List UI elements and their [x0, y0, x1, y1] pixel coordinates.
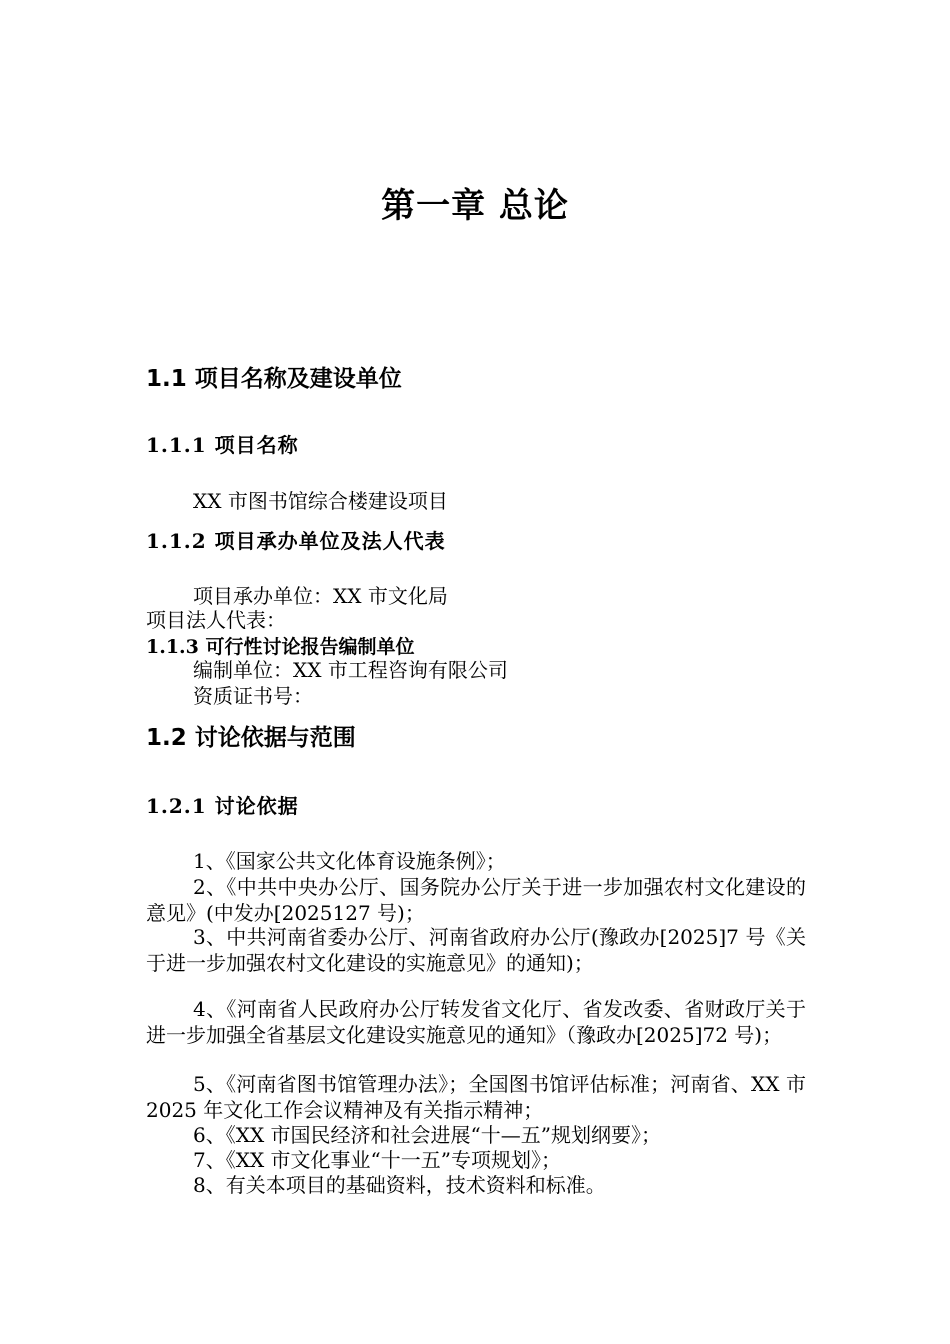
project-name-text: XX 市图书馆综合楼建设项目 — [193, 489, 448, 513]
subsection-heading-1-1-3: 1.1.3 可行性讨论报告编制单位 — [146, 636, 415, 658]
subsection-heading-1-1-2: 1.1.2 项目承办单位及法人代表 — [146, 529, 446, 553]
subsection-heading-1-2-1: 1.2.1 讨论依据 — [146, 794, 299, 818]
section-heading-1-1: 1.1 项目名称及建设单位 — [146, 366, 402, 392]
basis-item: 8、有关本项目的基础资料，技术资料和标准。 — [193, 1173, 606, 1197]
basis-item: 3、中共河南省委办公厅、河南省政府办公厅(豫政办[2025]7 号《关于进一步加强农村文化建设的实施意见》的通知)； — [146, 925, 806, 975]
chapter-title: 第一章 总论 — [381, 186, 569, 226]
basis-item: 2、《中共中央办公厅、国务院办公厅关于进一步加强农村文化建设的意见》(中发办[2025127 号)； — [146, 875, 806, 925]
subsection-heading-1-1-1: 1.1.1 项目名称 — [146, 433, 299, 457]
basis-item: 5、《河南省图书馆管理办法》；全国图书馆评估标准；河南省、XX 市 2025 年文化工作会议精神及有关指示精神； — [146, 1072, 806, 1122]
basis-item: 6、《XX 市国民经济和社会进展“十—五”规划纲要》； — [193, 1123, 662, 1147]
section-heading-1-2: 1.2 讨论依据与范围 — [146, 725, 356, 751]
certificate-number-text: 资质证书号： — [193, 684, 313, 708]
basis-item: 1、《国家公共文化体育设施条例》； — [193, 849, 506, 873]
undertaking-unit-text: 项目承办单位：XX 市文化局 — [193, 584, 448, 608]
compiler-unit-text: 编制单位：XX 市工程咨询有限公司 — [193, 658, 508, 682]
basis-item: 4、《河南省人民政府办公厅转发省文化厅、省发改委、省财政厅关于进一步加强全省基层文化建设实施意见的通知》（豫政办[2025]72 号)； — [146, 997, 806, 1047]
basis-item: 7、《XX 市文化事业“十一五”专项规划》； — [193, 1148, 562, 1172]
legal-representative-text: 项目法人代表： — [146, 608, 286, 632]
